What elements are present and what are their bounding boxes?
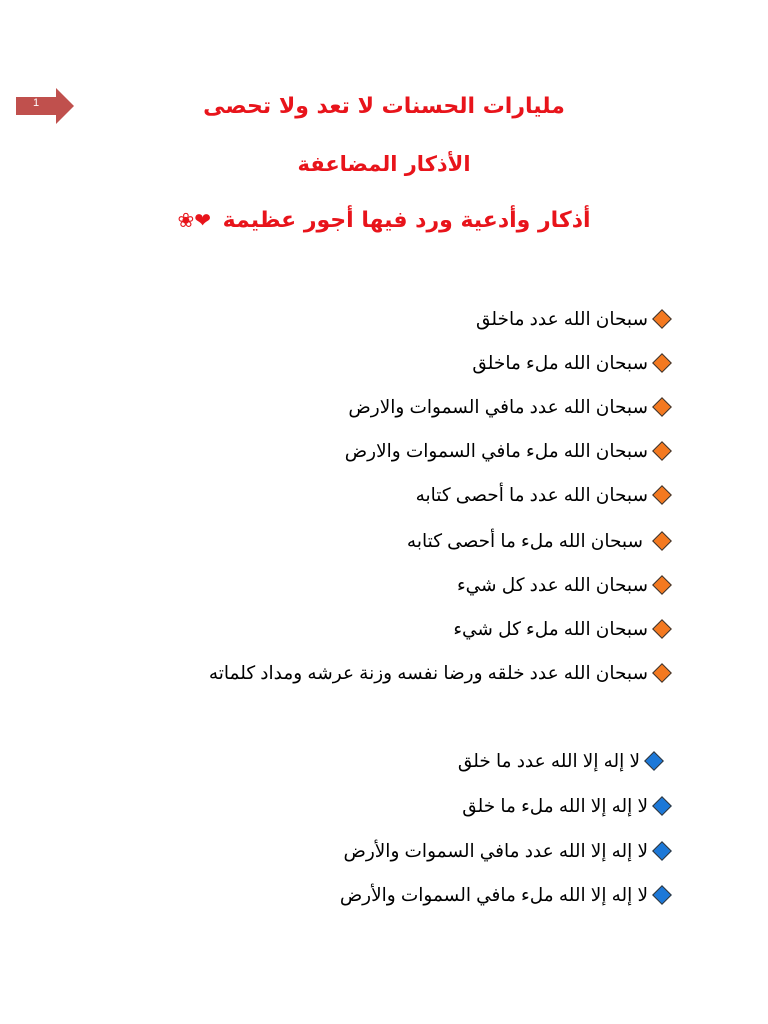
orange-diamond-icon: [652, 309, 672, 329]
list-item-text: سبحان الله عدد مافي السموات والارض: [348, 396, 648, 417]
list-item: [476, 308, 673, 330]
blue-diamond-icon: [644, 751, 664, 771]
list-item: [458, 750, 665, 772]
list-item: [453, 618, 673, 640]
blue-diamond-icon: [652, 841, 672, 861]
list-item: [407, 530, 673, 552]
list-item: [340, 884, 673, 906]
orange-diamond-icon: [652, 353, 672, 373]
tagline-text: أذكار وأدعية ورد فيها أجور عظيمة: [222, 208, 591, 233]
list-item-text: لا إله إلا الله عدد ما خلق: [457, 750, 640, 771]
list-item-text: لا إله إلا الله ملء مافي السموات والأرض: [339, 884, 648, 905]
list-item: [348, 396, 673, 418]
page-subtitle: الأذكار المضاعفة: [297, 152, 471, 176]
page-number: 1: [32, 97, 40, 109]
list-item: [343, 840, 673, 862]
blue-diamond-icon: [652, 796, 672, 816]
list-item-text: سبحان الله ملء كل شيء: [453, 618, 648, 639]
list-item: [457, 574, 673, 596]
list-item-text: سبحان الله عدد ماخلق: [475, 308, 648, 329]
heart-flower-icon: ❤❀: [177, 208, 211, 232]
orange-diamond-icon: [652, 575, 672, 595]
list-item: [209, 662, 673, 684]
list-item: [472, 352, 673, 374]
blue-diamond-icon: [652, 885, 672, 905]
orange-diamond-icon: [652, 397, 672, 417]
list-item-text: سبحان الله ملء ما أحصى كتابه: [406, 530, 643, 551]
list-item-text: سبحان الله ملء ماخلق: [472, 352, 648, 373]
list-item: [416, 484, 673, 506]
list-item: [345, 440, 673, 462]
page-tagline: [0, 208, 768, 233]
orange-diamond-icon: [652, 663, 672, 683]
page-title: مليارات الحسنات لا تعد ولا تحصى: [203, 94, 565, 119]
list-item-text: سبحان الله ملء مافي السموات والارض: [344, 440, 648, 461]
orange-diamond-icon: [652, 485, 672, 505]
orange-diamond-icon: [652, 619, 672, 639]
list-item-text: لا إله إلا الله ملء ما خلق: [462, 795, 648, 816]
list-item-text: لا إله إلا الله عدد مافي السموات والأرض: [343, 840, 648, 861]
list-item: [462, 795, 673, 817]
list-item-text: سبحان الله عدد ما أحصى كتابه: [415, 484, 648, 505]
orange-diamond-icon: [652, 531, 672, 551]
list-item-text: سبحان الله عدد خلقه ورضا نفسه وزنة عرشه ومداد كلماته: [208, 662, 648, 683]
orange-diamond-icon: [652, 441, 672, 461]
list-item-text: سبحان الله عدد كل شيء: [456, 574, 648, 595]
